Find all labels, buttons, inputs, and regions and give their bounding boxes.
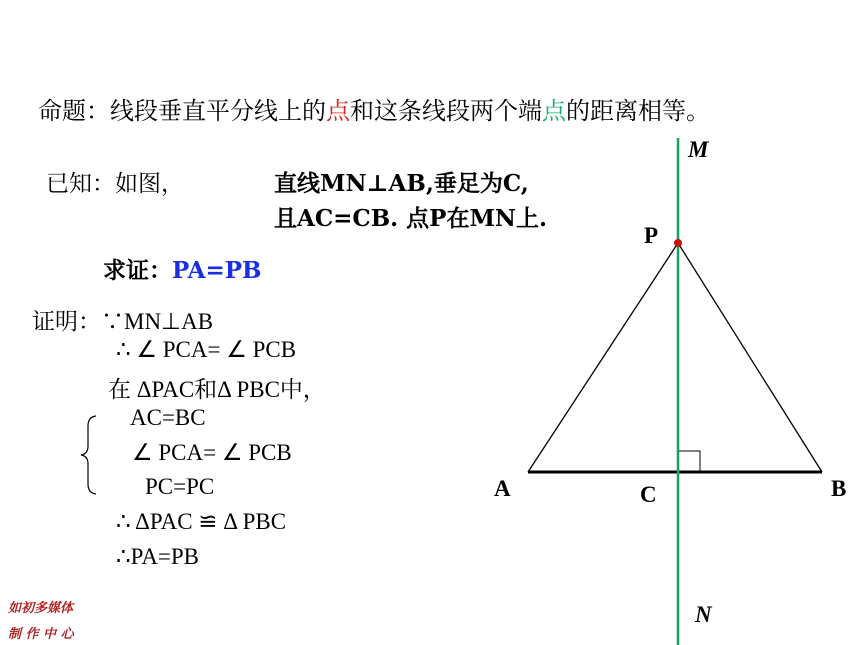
prove-label: 求证： xyxy=(103,257,172,284)
right-angle-marker xyxy=(678,451,700,472)
label-a: A xyxy=(494,476,511,501)
label-b: B xyxy=(831,476,847,501)
watermark-line-2: 制 作 中 心 xyxy=(8,627,74,642)
proposition-point-2: 点 xyxy=(542,97,566,125)
curly-brace xyxy=(81,416,96,494)
known-line-1: 直线MN⊥AB,垂足为C, xyxy=(274,170,529,197)
known-label: 已知：如图， xyxy=(46,171,184,197)
segment-pb xyxy=(678,243,822,472)
segment-pa xyxy=(528,243,678,472)
watermark-line-1: 如初多媒体 xyxy=(8,601,74,616)
proposition-middle: 和这条线段两个端 xyxy=(350,97,542,125)
proposition-prefix: 命题：线段垂直平分线上的 xyxy=(38,97,326,125)
label-n: N xyxy=(695,602,712,627)
proof-line-8: ∴PA=PB xyxy=(116,544,200,569)
proposition-point-1: 点 xyxy=(326,97,350,125)
label-p: P xyxy=(644,223,659,248)
known-line-2: 且AC=CB. 点P在MN上. xyxy=(274,205,547,232)
proof-line-7: ∴ ΔPAC ≌ Δ PBC xyxy=(116,509,287,534)
proposition-suffix: 的距离相等。 xyxy=(566,97,710,125)
proof-line-2: ∴ ∠ PCA= ∠ PCB xyxy=(116,337,297,362)
proof-line-1: 证明：∵MN⊥AB xyxy=(32,309,214,334)
prove-goal: PA=PB xyxy=(172,257,262,284)
label-m: M xyxy=(688,137,709,162)
proof-line-6: PC=PC xyxy=(145,474,215,499)
point-p-dot xyxy=(674,239,682,247)
proof-line-5: ∠ PCA= ∠ PCB xyxy=(132,440,292,465)
proof-line-4: AC=BC xyxy=(130,405,206,430)
proof-line-3: 在 ΔPAC和Δ PBC中， xyxy=(108,377,326,402)
label-c: C xyxy=(640,482,657,507)
